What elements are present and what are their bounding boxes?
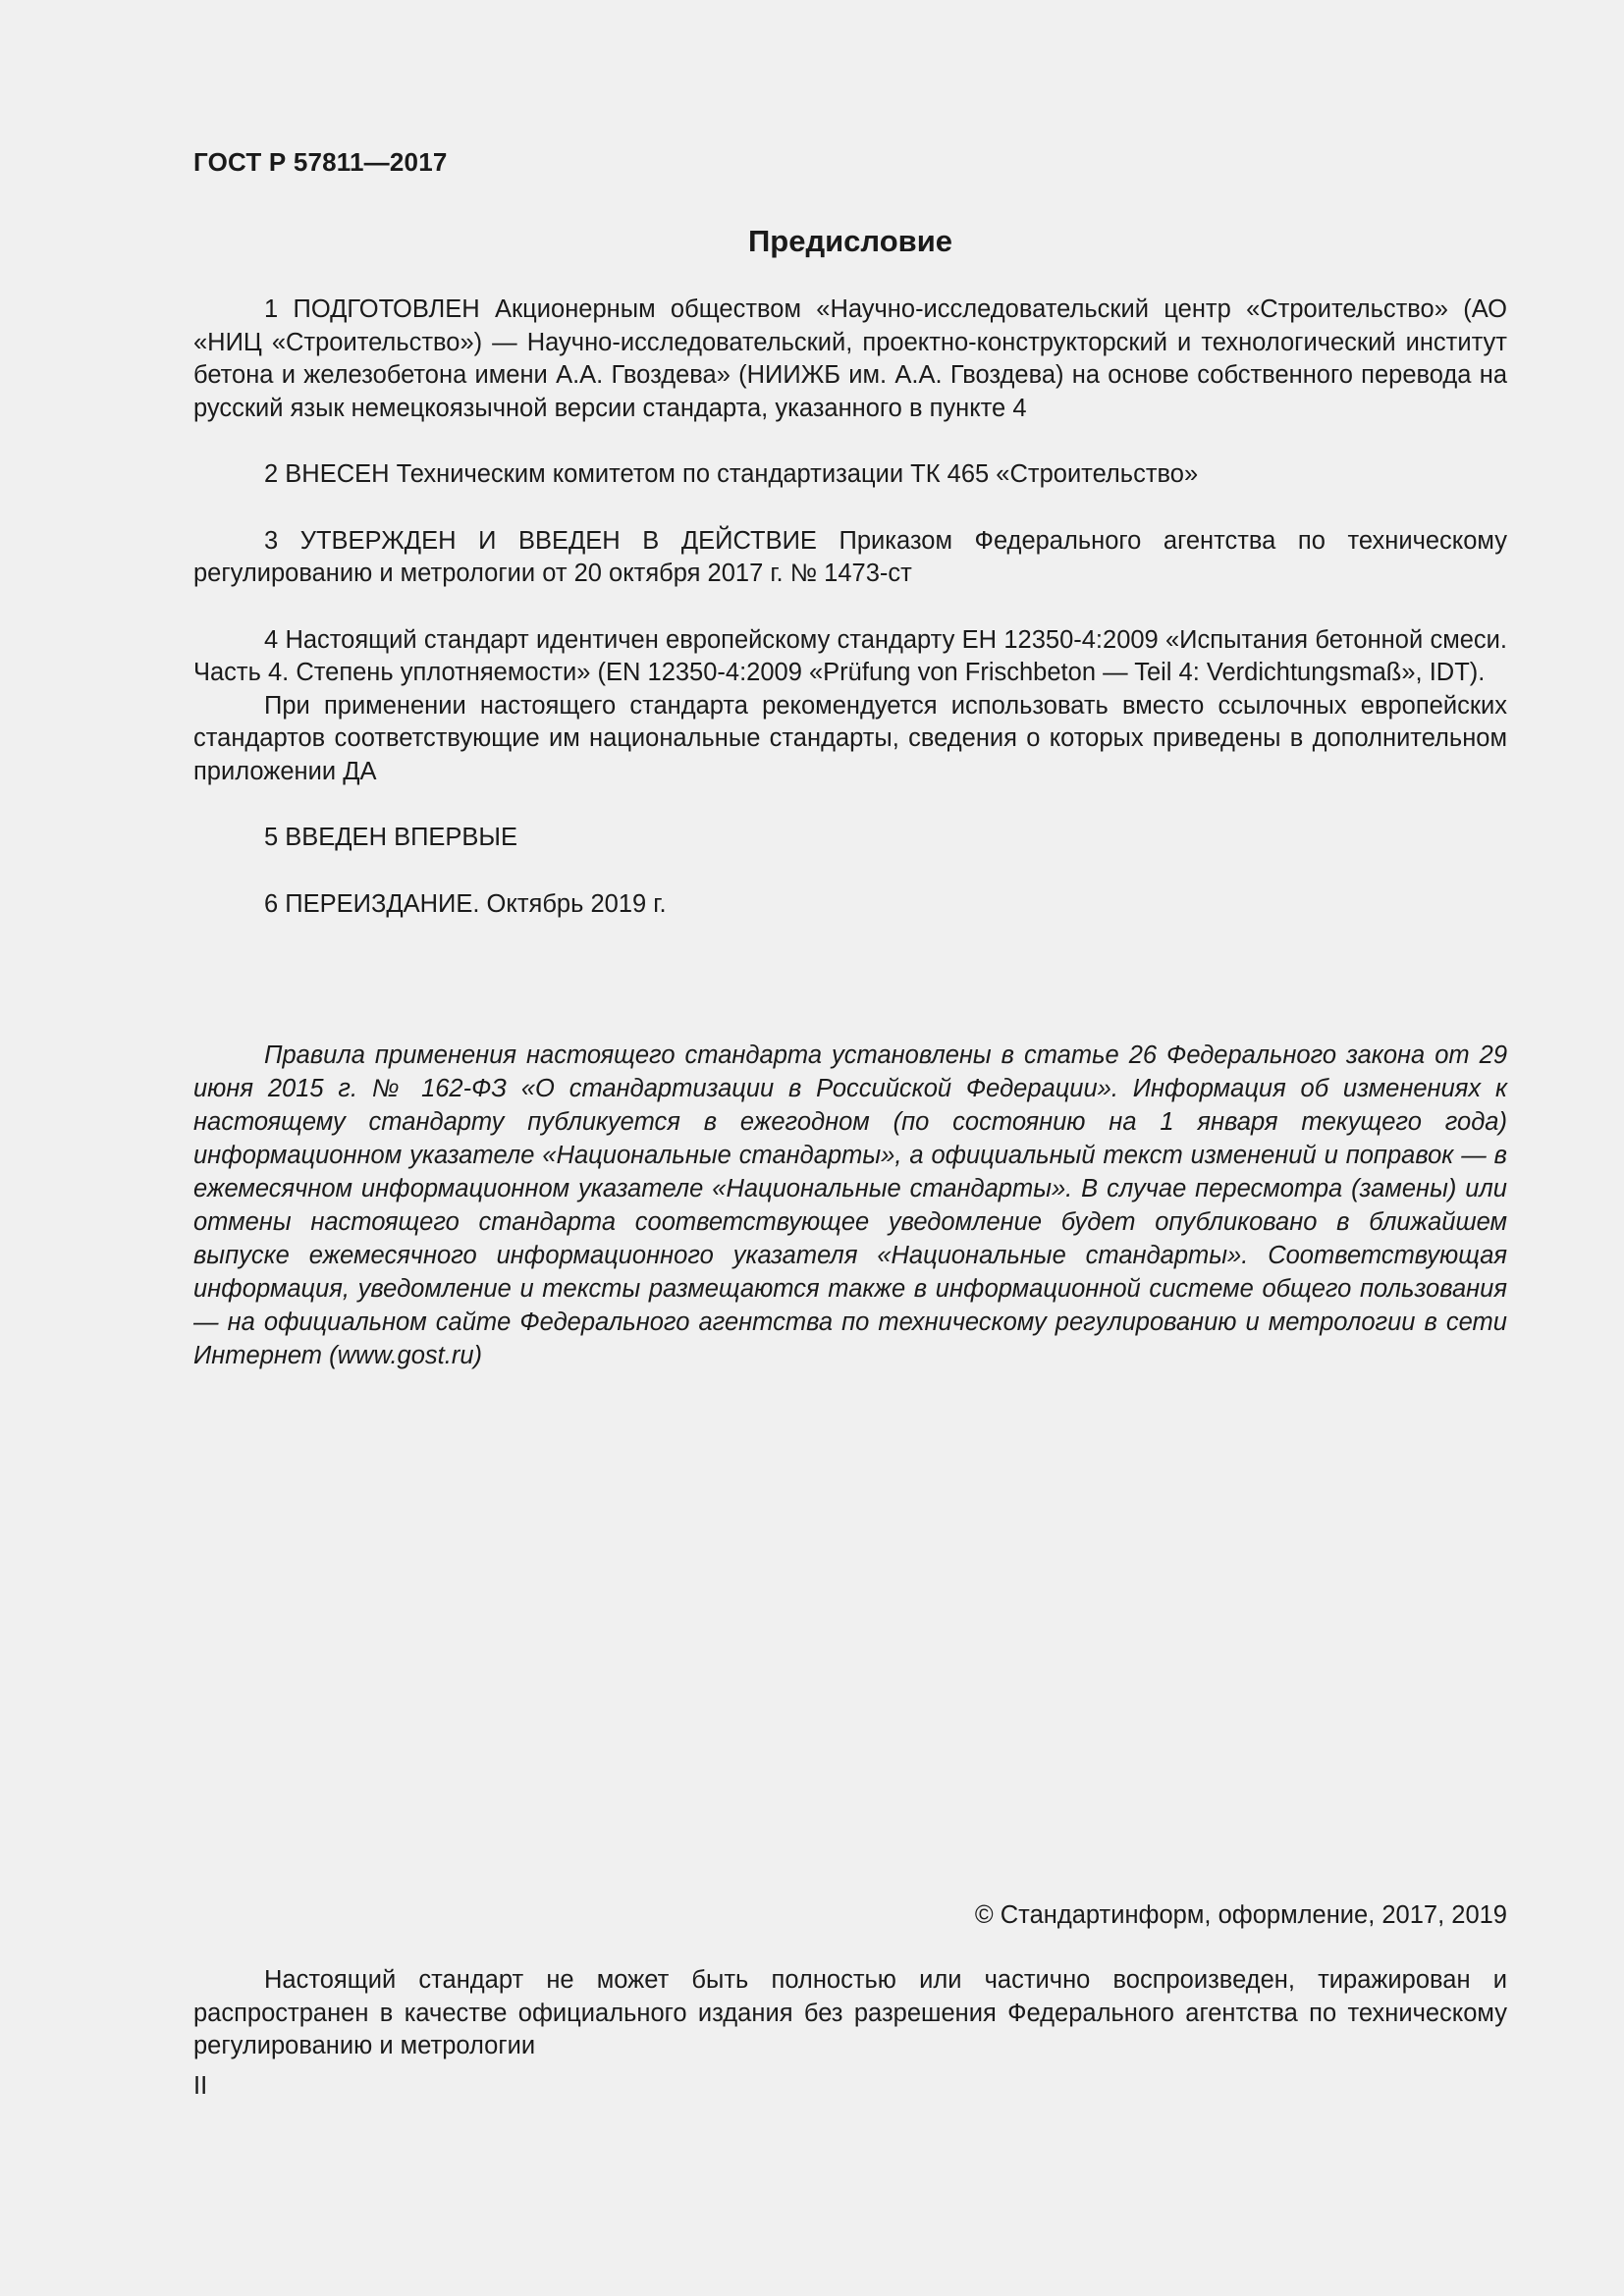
document-code: ГОСТ Р 57811—2017: [193, 147, 448, 177]
reproduction-restriction: Настоящий стандарт не может быть полностью или частично воспроизведен, тиражирован и распространен в качестве официального издания без разрешения Федерального агентства по техническому регулированию и метрологии: [193, 1966, 1507, 2059]
foreword-item-4: 4 Настоящий стандарт идентичен европейскому стандарту ЕН 12350-4:2009 «Испытания бетонной смеси. Часть 4. Степень уплотняемости» (EN 12350-4:2009 «Prüfung von Frischbeton — Teil 4: Verdichtungsmaß», IDT).: [193, 625, 1507, 686]
foreword-item-6: 6 ПЕРЕИЗДАНИЕ. Октябрь 2019 г.: [264, 889, 667, 918]
foreword-item-2: 2 ВНЕСЕН Техническим комитетом по стандартизации ТК 465 «Строительство»: [264, 460, 1199, 488]
foreword-body: [193, 294, 1507, 921]
foreword-item-4-note: При применении настоящего стандарта рекомендуется использовать вместо ссылочных европейских стандартов соответствующие им национальные стандарты, сведения о которых приведены в дополнительном приложении ДА: [193, 691, 1507, 785]
page-number: II: [193, 2072, 208, 2100]
foreword-item-1: 1 ПОДГОТОВЛЕН Акционерным обществом «Научно-исследовательский центр «Строительство» (АО «НИЦ «Строительство») — Научно-исследовательский, проектно-конструкторский и технологический институт бетона и железобетона имени А.А. Гвоздева» (НИИЖБ им. А.А. Гвоздева) на основе собственного перевода на русский язык немецкоязычной версии стандарта, указанного в пункте 4: [193, 295, 1507, 422]
foreword-item-5: 5 ВВЕДЕН ВПЕРВЫЕ: [264, 824, 518, 851]
copyright-notice: © Стандартинформ, оформление, 2017, 2019: [974, 1901, 1507, 1929]
foreword-item-3: 3 УТВЕРЖДЕН И ВВЕДЕН В ДЕЙСТВИЕ Приказом Федерального агентства по техническому регулированию и метрологии от 20 октября 2017 г. № 1473-ст: [193, 526, 1507, 587]
page-title: Предисловие: [747, 224, 952, 258]
application-rules-notice: Правила применения настоящего стандарта установлены в статье 26 Федерального закона от 29 июня 2015 г. № 162-ФЗ «О стандартизации в Российской Федерации». Информация об изменениях к настоящему стандарту публикуется в ежегодном (по состоянию на 1 января текущего года) информационном указателе «Национальные стандарты», а официальный текст изменений и поправок — в ежемесячном информационном указателе «Национальные стандарты». В случае пересмотра (замены) или отмены настоящего стандарта соответствующее уведомление будет опубликовано в ближайшем выпуске ежемесячного информационного указателя «Национальные стандарты». Соответствующая информация, уведомление и тексты размещаются также в информационной системе общего пользования — на официальном сайте Федерального агентства по техническому регулированию и метрологии в сети Интернет (www.gost.ru): [193, 1041, 1507, 1369]
